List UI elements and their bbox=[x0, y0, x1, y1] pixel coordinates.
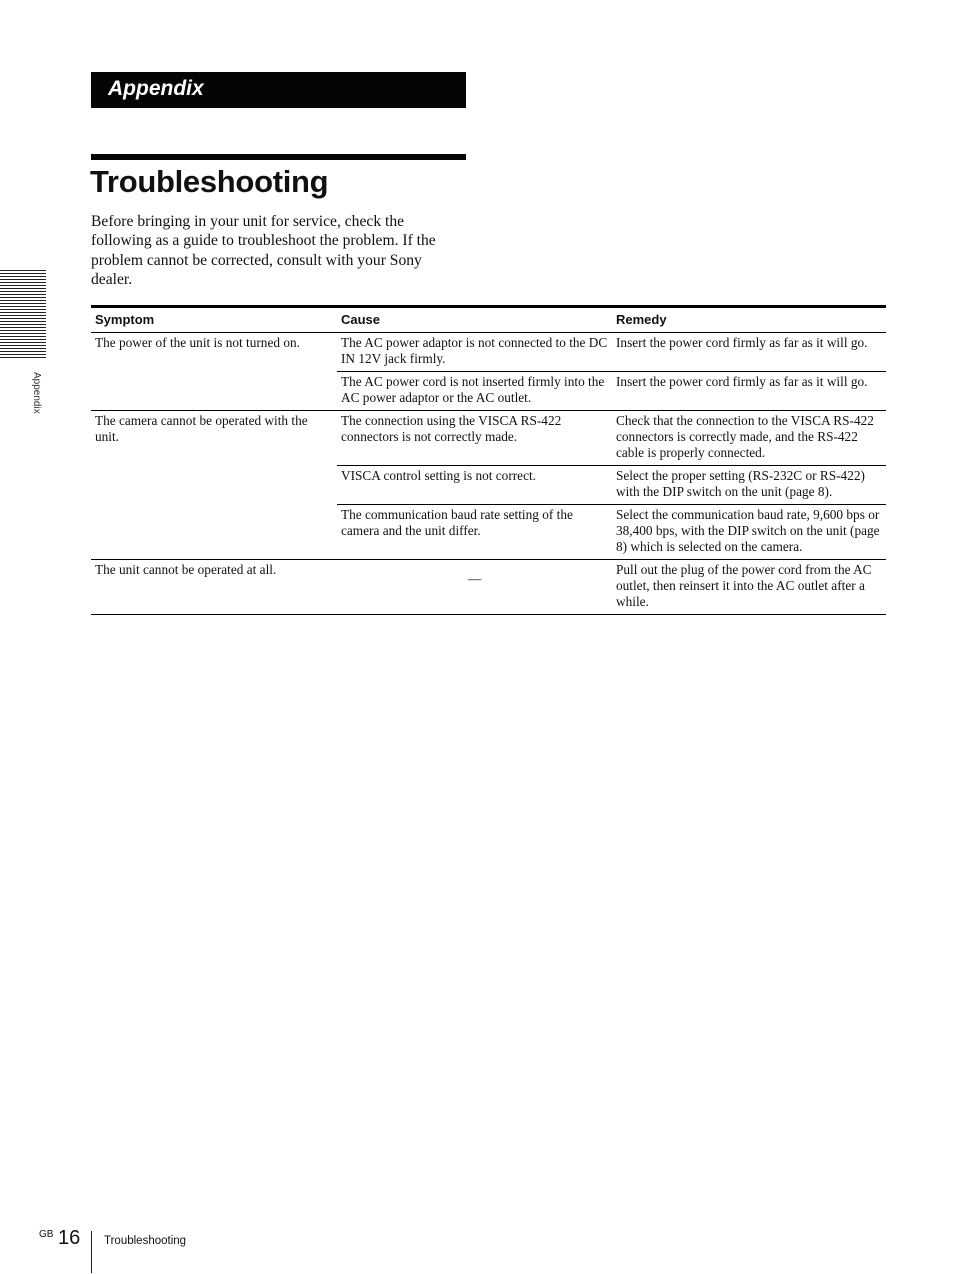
symptom-cell: The power of the unit is not turned on. bbox=[91, 333, 337, 411]
table-row bbox=[91, 333, 886, 372]
cause-cell: The AC power adaptor is not connected to the DC IN 12V jack firmly. bbox=[337, 333, 612, 372]
footer-region-code: GB bbox=[39, 1229, 54, 1240]
cause-cell: The communication baud rate setting of the camera and the unit differ. bbox=[337, 505, 612, 560]
footer-page-number: 16 bbox=[58, 1227, 81, 1249]
cause-cell: VISCA control setting is not correct. bbox=[337, 466, 612, 505]
section-banner-label: Appendix bbox=[108, 77, 204, 100]
cause-dash: — bbox=[467, 571, 482, 586]
section-banner bbox=[91, 72, 466, 108]
symptom-cell: The camera cannot be operated with the unit. bbox=[91, 411, 337, 560]
footer-section-title: Troubleshooting bbox=[104, 1235, 187, 1247]
remedy-cell: Check that the connection to the VISCA RS-422 connectors is correctly made, and the RS-422 cable is properly connected. bbox=[612, 411, 886, 466]
symptom-cell: The unit cannot be operated at all. bbox=[95, 562, 277, 577]
remedy-cell: Select the communication baud rate, 9,600 bps or 38,400 bps, with the DIP switch on the unit (page 8) which is selected on the camera. bbox=[612, 505, 886, 560]
table-row bbox=[91, 560, 886, 615]
remedy-cell: Pull out the plug of the power cord from the AC outlet, then reinsert it into the AC outlet after a while. bbox=[616, 562, 872, 609]
remedy-cell: Insert the power cord firmly as far as it will go. bbox=[612, 372, 886, 411]
title-rule bbox=[91, 154, 466, 160]
column-header-remedy: Remedy bbox=[612, 307, 886, 333]
page-title: Troubleshooting bbox=[90, 164, 329, 199]
footer-divider bbox=[91, 1231, 92, 1273]
cause-cell bbox=[337, 560, 612, 615]
side-tab-marker bbox=[0, 270, 46, 360]
cause-cell: The AC power cord is not inserted firmly into the AC power adaptor or the AC outlet. bbox=[337, 372, 612, 411]
table-row bbox=[91, 411, 886, 466]
cause-cell: The connection using the VISCA RS-422 connectors is not correctly made. bbox=[337, 411, 612, 466]
remedy-cell: Select the proper setting (RS-232C or RS-422) with the DIP switch on the unit (page 8). bbox=[612, 466, 886, 505]
side-tab-label: Appendix bbox=[31, 372, 42, 414]
column-header-cause: Cause bbox=[337, 307, 612, 333]
intro-paragraph: Before bringing in your unit for service, check the following as a guide to troubleshoot the problem. If the problem cannot be corrected, consult with your Sony dealer. bbox=[91, 213, 436, 289]
troubleshooting-table bbox=[91, 305, 886, 615]
remedy-cell: Insert the power cord firmly as far as it will go. bbox=[612, 333, 886, 372]
column-header-symptom: Symptom bbox=[91, 307, 337, 333]
table-header-row bbox=[91, 307, 886, 333]
